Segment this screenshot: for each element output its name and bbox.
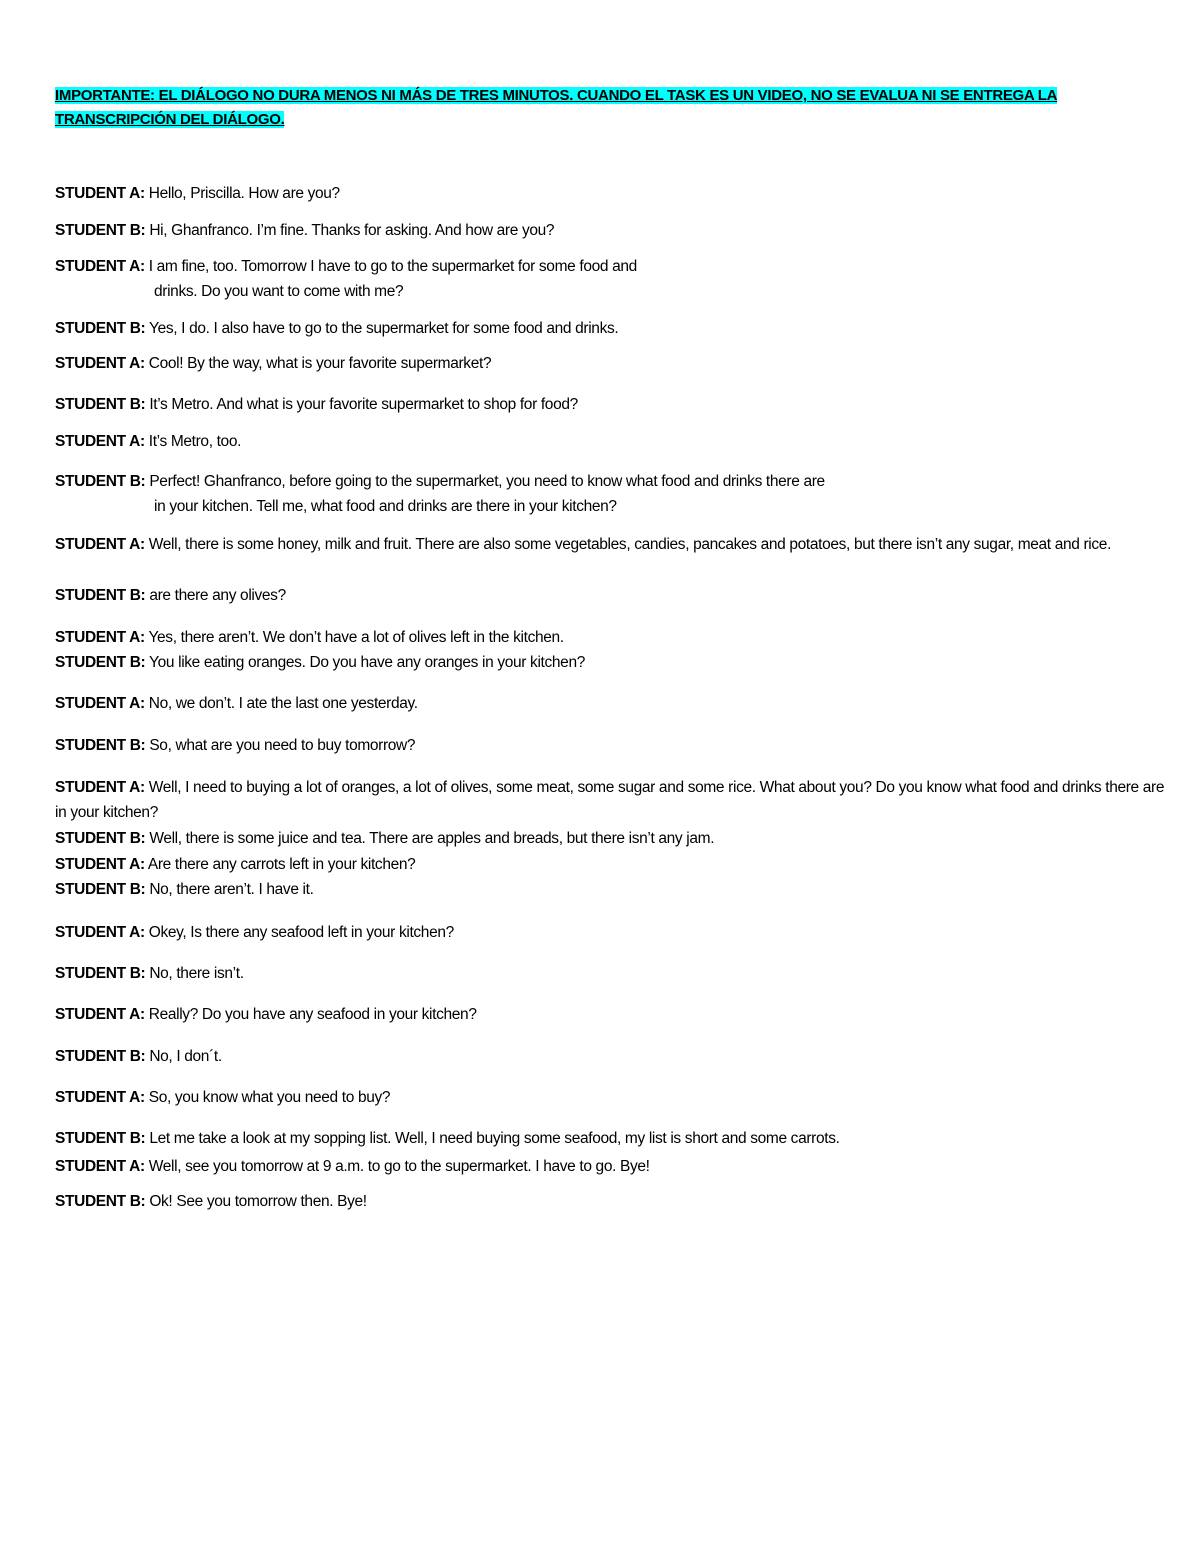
speaker-label: STUDENT A: — [55, 433, 145, 450]
speaker-label: STUDENT A: — [55, 536, 145, 553]
speaker-label: STUDENT B: — [55, 830, 146, 847]
dialogue-line — [55, 532, 1165, 557]
line-text: No, we don’t. I ate the last one yesterday. — [144, 695, 418, 712]
speaker-label: STUDENT B: — [55, 1130, 146, 1147]
line-text: No, there aren’t. I have it. — [145, 881, 314, 898]
line-text: Let me take a look at my sopping list. Well, I need buying some seafood, my list is short and some carrots. — [145, 1130, 840, 1147]
dialogue-line — [55, 181, 1165, 206]
line-text: Hello, Priscilla. How are you? — [144, 185, 340, 202]
line-text: Yes, I do. I also have to go to the supermarket for some food and drinks. — [145, 320, 619, 337]
speaker-label: STUDENT A: — [55, 1089, 145, 1106]
speaker-label: STUDENT A: — [55, 355, 145, 372]
speaker-label: STUDENT B: — [55, 587, 146, 604]
line-text: It’s Metro. And what is your favorite supermarket to shop for food? — [145, 396, 578, 413]
line-continuation: drinks. Do you want to come with me? — [154, 283, 404, 300]
speaker-label: STUDENT A: — [55, 258, 145, 275]
line-text: You like eating oranges. Do you have any oranges in your kitchen? — [145, 654, 585, 671]
dialogue-line — [55, 254, 1165, 304]
line-text: Ok! See you tomorrow then. Bye! — [145, 1193, 367, 1210]
line-text: Okey, Is there any seafood left in your kitchen? — [144, 924, 454, 941]
dialogue-line — [55, 429, 1165, 454]
dialogue-line — [55, 650, 1165, 675]
speaker-label: STUDENT A: — [55, 629, 145, 646]
line-text: No, there isn’t. — [145, 965, 244, 982]
dialogue-line — [55, 392, 1165, 417]
dialogue-line — [55, 826, 1165, 851]
line-text: Well, see you tomorrow at 9 a.m. to go to the supermarket. I have to go. Bye! — [144, 1158, 650, 1175]
speaker-label: STUDENT A: — [55, 779, 145, 796]
line-text: Perfect! Ghanfranco, before going to the supermarket, you need to know what food and drinks there are — [145, 473, 825, 490]
line-text: are there any olives? — [145, 587, 286, 604]
line-text: Hi, Ghanfranco. I’m fine. Thanks for asking. And how are you? — [145, 222, 555, 239]
dialogue-line — [55, 691, 1165, 716]
dialogue-line — [55, 625, 1165, 650]
important-notice — [55, 84, 1145, 132]
speaker-label: STUDENT A: — [55, 1158, 145, 1175]
speaker-label: STUDENT B: — [55, 654, 146, 671]
line-text: Cool! By the way, what is your favorite supermarket? — [144, 355, 492, 372]
speaker-label: STUDENT B: — [55, 473, 146, 490]
dialogue-line — [55, 316, 1165, 341]
speaker-label: STUDENT A: — [55, 695, 145, 712]
dialogue-line — [55, 877, 1165, 902]
line-text: It’s Metro, too. — [144, 433, 242, 450]
line-text: Well, there is some juice and tea. There are apples and breads, but there isn’t any jam. — [145, 830, 715, 847]
dialogue-line — [55, 920, 1165, 945]
speaker-label: STUDENT A: — [55, 924, 145, 941]
dialogue-line — [55, 1002, 1165, 1027]
speaker-label: STUDENT B: — [55, 881, 146, 898]
dialogue-line — [55, 218, 1165, 243]
speaker-label: STUDENT B: — [55, 737, 146, 754]
line-text: So, you know what you need to buy? — [144, 1089, 391, 1106]
dialogue-line — [55, 351, 1165, 376]
speaker-label: STUDENT B: — [55, 396, 146, 413]
speaker-label: STUDENT B: — [55, 965, 146, 982]
line-text: Well, I need to buying a lot of oranges, a lot of olives, some meat, some sugar and some rice. What about you? Do you know what food and drinks there are in your kitchen? — [55, 779, 1165, 821]
line-continuation: in your kitchen. Tell me, what food and drinks are there in your kitchen? — [154, 498, 617, 515]
notice-text: IMPORTANTE: EL DIÁLOGO NO DURA MENOS NI MÁS DE TRES MINUTOS. CUANDO EL TASK ES UN VIDEO, NO SE EVALUA NI SE ENTREGA LA TRANSCRIPCIÓN DEL DIÁLOGO. — [55, 87, 1058, 128]
dialogue-line — [55, 1085, 1165, 1110]
dialogue-line — [55, 1154, 1165, 1179]
dialogue-line — [55, 733, 1165, 758]
dialogue-line — [55, 469, 1165, 519]
line-text: So, what are you need to buy tomorrow? — [145, 737, 416, 754]
line-text: Yes, there aren’t. We don’t have a lot of olives left in the kitchen. — [144, 629, 564, 646]
speaker-label: STUDENT A: — [55, 185, 145, 202]
dialogue-line — [55, 852, 1165, 877]
dialogue-line — [55, 583, 1165, 608]
speaker-label: STUDENT B: — [55, 1048, 146, 1065]
speaker-label: STUDENT A: — [55, 1006, 145, 1023]
dialogue-line — [55, 961, 1165, 986]
line-text: Well, there is some honey, milk and fruit. There are also some vegetables, candies, pancakes and potatoes, but there isn’t any sugar, meat and rice. — [144, 536, 1112, 553]
speaker-label: STUDENT B: — [55, 1193, 146, 1210]
line-text: Are there any carrots left in your kitchen? — [144, 856, 416, 873]
dialogue-line — [55, 1126, 1165, 1151]
speaker-label: STUDENT B: — [55, 320, 146, 337]
dialogue-line — [55, 1044, 1165, 1069]
line-text: I am fine, too. Tomorrow I have to go to the supermarket for some food and — [144, 258, 637, 275]
line-text: No, I don´t. — [145, 1048, 222, 1065]
dialogue-line — [55, 775, 1165, 825]
dialogue-line — [55, 1189, 1165, 1214]
line-text: Really? Do you have any seafood in your kitchen? — [144, 1006, 477, 1023]
speaker-label: STUDENT A: — [55, 856, 145, 873]
speaker-label: STUDENT B: — [55, 222, 146, 239]
